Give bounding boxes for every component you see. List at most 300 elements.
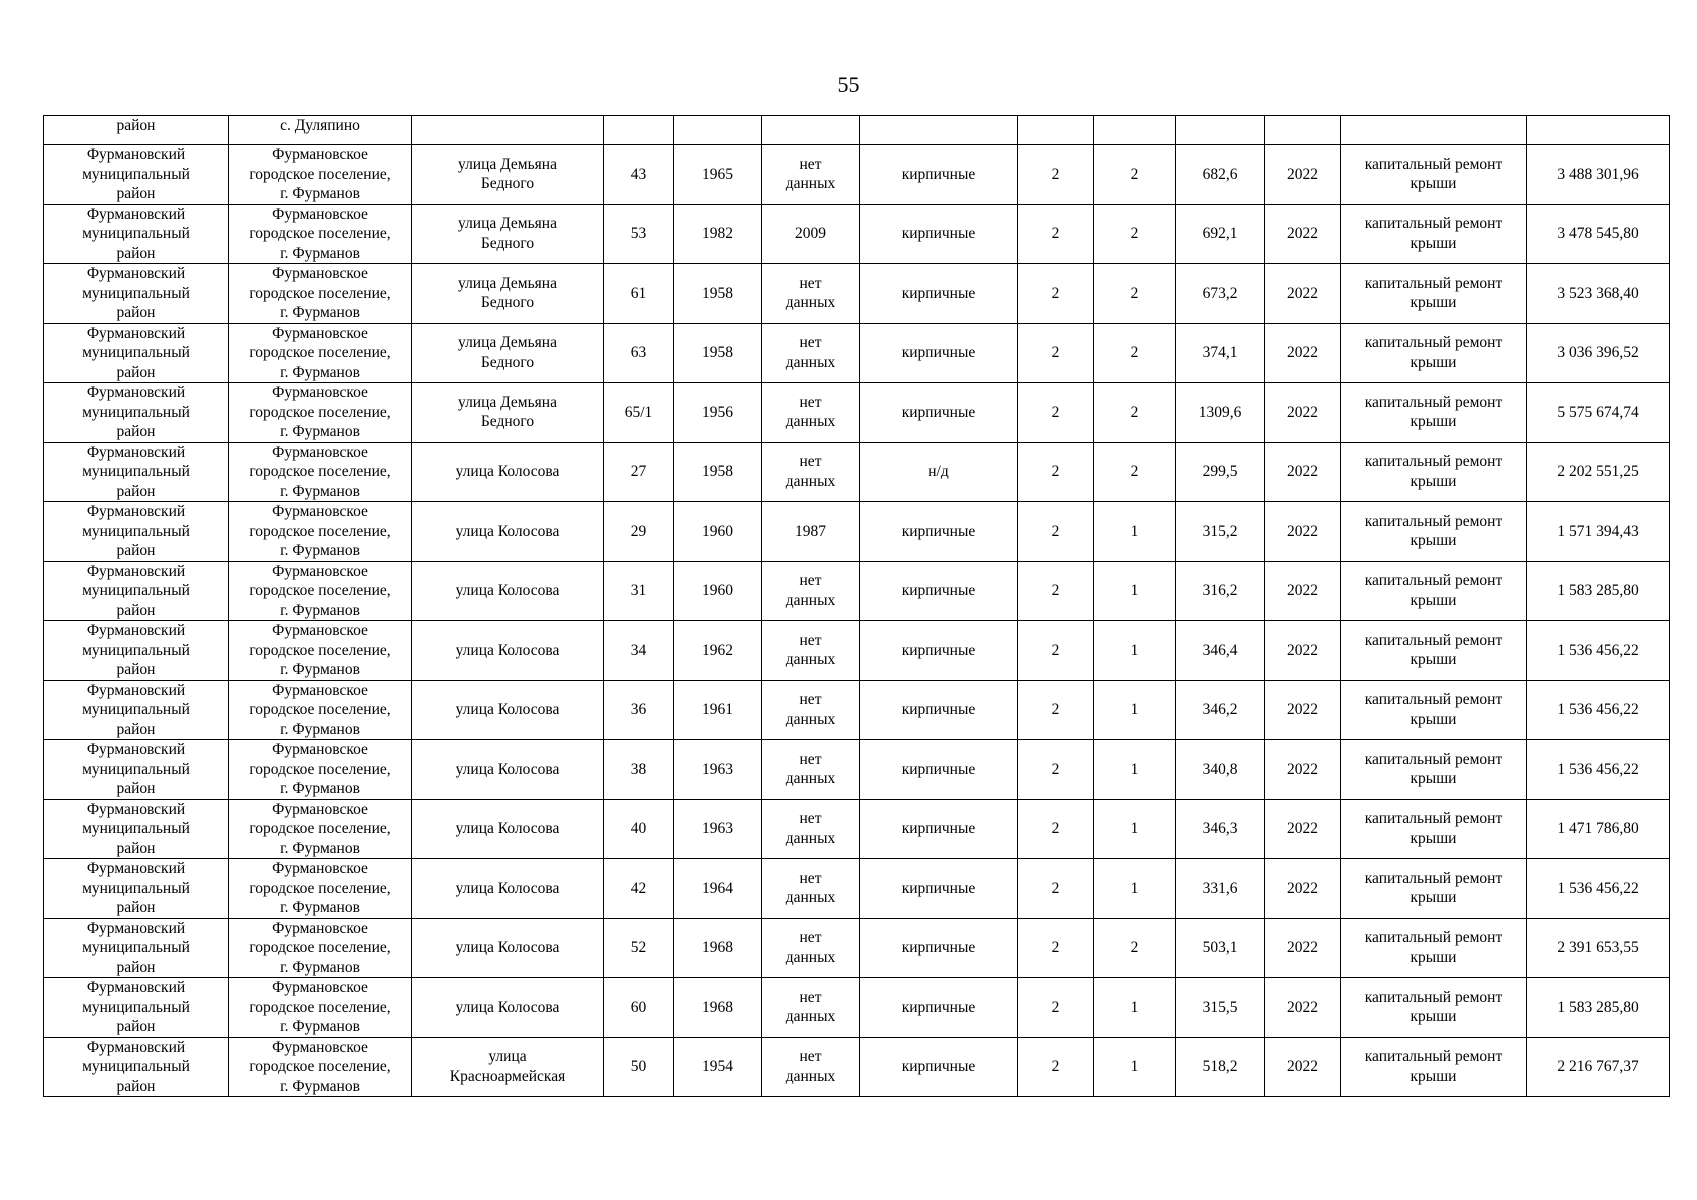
settlement-cell-line: Фурмановское xyxy=(272,681,368,699)
table-row xyxy=(44,561,1670,621)
district-cell-line: муниципальный xyxy=(82,820,190,837)
district-cell-line: муниципальный xyxy=(82,879,190,897)
plan-year-cell: 2022 xyxy=(1265,680,1341,740)
settlement-cell-line: Фурмановское xyxy=(272,741,368,758)
settlement-cell-line: Фурмановское xyxy=(272,146,368,163)
area-cell: 346,3 xyxy=(1176,799,1265,859)
last-overhaul-cell-line: данных xyxy=(785,1067,836,1085)
district-cell xyxy=(44,1037,229,1097)
settlement-cell-line: г. Фурманов xyxy=(280,899,360,916)
settlement-cell-line: г. Фурманов xyxy=(280,720,360,738)
floors-cell: 2 xyxy=(1018,502,1094,562)
last-overhaul-cell xyxy=(762,859,860,919)
table-row xyxy=(44,145,1670,205)
street-cell xyxy=(412,561,604,621)
table-row xyxy=(44,264,1670,324)
plan-year-cell: 2022 xyxy=(1265,264,1341,324)
last-overhaul-cell xyxy=(762,442,860,502)
table-row xyxy=(44,799,1670,859)
housing-repair-table xyxy=(43,115,1670,1097)
settlement-cell-line: городское поселение, xyxy=(249,225,391,242)
work-type-cell xyxy=(1341,740,1527,800)
cost-cell: 1 583 285,80 xyxy=(1527,561,1670,621)
house-number-cell: 42 xyxy=(604,859,674,919)
work-type-cell-line: крыши xyxy=(1410,413,1457,431)
work-type-cell xyxy=(1341,561,1527,621)
district-cell-line: муниципальный xyxy=(82,760,190,778)
work-type-cell-line: капитальный ремонт xyxy=(1364,215,1503,233)
wall-material-cell: кирпичные xyxy=(860,799,1018,859)
work-type-cell-line: крыши xyxy=(1410,472,1457,490)
floors-cell: 2 xyxy=(1018,264,1094,324)
settlement-cell xyxy=(229,264,412,324)
work-type-cell xyxy=(1341,799,1527,859)
work-type-cell-line: капитальный ремонт xyxy=(1364,929,1503,947)
cost-cell: 2 391 653,55 xyxy=(1527,918,1670,978)
entrances-cell: 2 xyxy=(1094,918,1176,978)
cost-cell: 3 523 368,40 xyxy=(1527,264,1670,324)
last-overhaul-cell-line: нет xyxy=(799,631,822,649)
settlement-cell-line: Фурмановское xyxy=(272,1038,368,1056)
work-type-cell-line: капитальный ремонт xyxy=(1364,869,1503,887)
street-cell xyxy=(412,383,604,443)
district-cell-line: Фурмановский xyxy=(86,443,186,461)
floors-cell: 2 xyxy=(1018,145,1094,205)
plan-year-cell: 2022 xyxy=(1265,1037,1341,1097)
empty-cell xyxy=(1094,116,1176,145)
district-cell-line: муниципальный xyxy=(82,225,190,242)
empty-cell xyxy=(1176,116,1265,145)
settlement-cell-line: Фурмановское xyxy=(272,443,368,461)
wall-material-cell: кирпичные xyxy=(860,502,1018,562)
plan-year-cell: 2022 xyxy=(1265,323,1341,383)
street-cell xyxy=(412,502,604,562)
district-cell xyxy=(44,204,229,264)
entrances-cell: 1 xyxy=(1094,1037,1176,1097)
district-cell xyxy=(44,621,229,681)
empty-cell xyxy=(1527,116,1670,145)
settlement-cell-line: Фурмановское xyxy=(272,562,368,580)
settlement-cell-line: г. Фурманов xyxy=(280,185,360,202)
area-cell: 315,5 xyxy=(1176,978,1265,1038)
district-cell xyxy=(44,918,229,978)
street-cell-line: улица Колосова xyxy=(455,641,560,659)
street-cell-line: Бедного xyxy=(480,175,535,193)
wall-material-cell: кирпичные xyxy=(860,561,1018,621)
work-type-cell-line: капитальный ремонт xyxy=(1364,810,1503,828)
work-type-cell xyxy=(1341,383,1527,443)
wall-material-cell: кирпичные xyxy=(860,859,1018,919)
settlement-cell xyxy=(229,383,412,443)
table-row xyxy=(44,1037,1670,1097)
plan-year-cell: 2022 xyxy=(1265,383,1341,443)
street-cell xyxy=(412,680,604,740)
district-cell-line: муниципальный xyxy=(82,463,190,480)
street-cell-line: Бедного xyxy=(480,234,535,252)
settlement-cell-line: городское поселение, xyxy=(249,998,391,1016)
settlement-cell-line: г. Фурманов xyxy=(280,839,360,857)
district-cell xyxy=(44,680,229,740)
district-cell xyxy=(44,502,229,562)
entrances-cell: 2 xyxy=(1094,264,1176,324)
settlement-cell-line: г. Фурманов xyxy=(280,244,360,262)
area-cell: 682,6 xyxy=(1176,145,1265,205)
settlement-cell-line: г. Фурманов xyxy=(280,661,360,678)
house-number-cell: 43 xyxy=(604,145,674,205)
table-row xyxy=(44,859,1670,919)
work-type-cell-line: крыши xyxy=(1410,353,1457,371)
street-cell-line: улица Колосова xyxy=(455,463,560,480)
work-type-cell-line: крыши xyxy=(1410,532,1457,550)
floors-cell: 2 xyxy=(1018,918,1094,978)
plan-year-cell: 2022 xyxy=(1265,621,1341,681)
work-type-cell-line: крыши xyxy=(1410,1067,1457,1085)
build-year-cell: 1960 xyxy=(674,502,762,562)
district-cell-line: муниципальный xyxy=(82,939,190,956)
work-type-cell-line: капитальный ремонт xyxy=(1364,988,1503,1006)
cost-cell: 1 536 456,22 xyxy=(1527,859,1670,919)
work-type-cell xyxy=(1341,1037,1527,1097)
entrances-cell: 1 xyxy=(1094,859,1176,919)
district-cell-line: район xyxy=(116,601,156,619)
wall-material-cell: кирпичные xyxy=(860,264,1018,324)
last-overhaul-cell-line: нет xyxy=(799,929,822,947)
build-year-cell: 1963 xyxy=(674,799,762,859)
area-cell: 346,4 xyxy=(1176,621,1265,681)
house-number-cell: 50 xyxy=(604,1037,674,1097)
last-overhaul-cell xyxy=(762,264,860,324)
plan-year-cell: 2022 xyxy=(1265,145,1341,205)
plan-year-cell: 2022 xyxy=(1265,978,1341,1038)
area-cell: 1309,6 xyxy=(1176,383,1265,443)
last-overhaul-cell xyxy=(762,323,860,383)
settlement-cell xyxy=(229,145,412,205)
settlement-cell xyxy=(229,978,412,1038)
wall-material-cell: кирпичные xyxy=(860,918,1018,978)
district-cell xyxy=(44,740,229,800)
floors-cell: 2 xyxy=(1018,204,1094,264)
district-cell-line: район xyxy=(116,304,156,321)
work-type-cell xyxy=(1341,680,1527,740)
cost-cell: 3 036 396,52 xyxy=(1527,323,1670,383)
work-type-cell-line: крыши xyxy=(1410,175,1457,193)
district-cell-line: Фурмановский xyxy=(86,562,186,580)
house-number-cell: 63 xyxy=(604,323,674,383)
last-overhaul-cell-line: нет xyxy=(799,988,822,1006)
last-overhaul-cell-line: 1987 xyxy=(795,522,826,540)
cost-cell: 2 202 551,25 xyxy=(1527,442,1670,502)
last-overhaul-cell-line: нет xyxy=(799,750,822,768)
house-number-cell: 27 xyxy=(604,442,674,502)
last-overhaul-cell xyxy=(762,621,860,681)
last-overhaul-cell-line: нет xyxy=(799,691,822,709)
settlement-cell-line: городское поселение, xyxy=(249,939,391,956)
settlement-cell-line: Фурмановское xyxy=(272,979,368,996)
wall-material-cell: кирпичные xyxy=(860,323,1018,383)
house-number-cell: 34 xyxy=(604,621,674,681)
settlement-cell-line: г. Фурманов xyxy=(280,423,360,440)
work-type-cell-line: крыши xyxy=(1410,770,1457,788)
floors-cell: 2 xyxy=(1018,859,1094,919)
floors-cell: 2 xyxy=(1018,442,1094,502)
work-type-cell-line: капитальный ремонт xyxy=(1364,393,1503,411)
empty-cell xyxy=(604,116,674,145)
settlement-cell xyxy=(229,204,412,264)
street-cell-line: улица Колосова xyxy=(455,879,560,897)
district-cell: район xyxy=(44,116,229,145)
area-cell: 346,2 xyxy=(1176,680,1265,740)
entrances-cell: 2 xyxy=(1094,145,1176,205)
last-overhaul-cell xyxy=(762,204,860,264)
work-type-cell-line: крыши xyxy=(1410,234,1457,252)
last-overhaul-cell xyxy=(762,145,860,205)
last-overhaul-cell-line: данных xyxy=(785,770,836,788)
district-cell-line: Фурмановский xyxy=(86,622,186,639)
table-row xyxy=(44,978,1670,1038)
district-cell xyxy=(44,799,229,859)
district-cell-line: муниципальный xyxy=(82,582,190,599)
floors-cell: 2 xyxy=(1018,561,1094,621)
plan-year-cell: 2022 xyxy=(1265,859,1341,919)
plan-year-cell: 2022 xyxy=(1265,442,1341,502)
settlement-cell xyxy=(229,621,412,681)
settlement-cell-line: городское поселение, xyxy=(249,403,391,421)
settlement-cell-line: Фурмановское xyxy=(272,800,368,818)
area-cell: 503,1 xyxy=(1176,918,1265,978)
last-overhaul-cell-line: данных xyxy=(785,1008,836,1026)
entrances-cell: 1 xyxy=(1094,502,1176,562)
district-cell xyxy=(44,561,229,621)
settlement-cell: с. Дуляпино xyxy=(229,116,412,145)
work-type-cell xyxy=(1341,264,1527,324)
empty-cell xyxy=(1265,116,1341,145)
build-year-cell: 1968 xyxy=(674,978,762,1038)
table-row xyxy=(44,204,1670,264)
street-cell-line: улица Колосова xyxy=(455,522,560,540)
street-cell-line: улица Колосова xyxy=(455,998,560,1016)
work-type-cell xyxy=(1341,204,1527,264)
settlement-cell-line: Фурмановское xyxy=(272,384,368,401)
street-cell xyxy=(412,145,604,205)
settlement-cell-line: городское поселение, xyxy=(249,344,391,361)
district-cell-line: Фурмановский xyxy=(86,919,186,937)
table-row xyxy=(44,116,1670,145)
floors-cell: 2 xyxy=(1018,680,1094,740)
build-year-cell: 1982 xyxy=(674,204,762,264)
plan-year-cell: 2022 xyxy=(1265,502,1341,562)
table-row xyxy=(44,442,1670,502)
wall-material-cell: кирпичные xyxy=(860,383,1018,443)
work-type-cell-line: крыши xyxy=(1410,1008,1457,1026)
work-type-cell-line: крыши xyxy=(1410,294,1457,312)
floors-cell: 2 xyxy=(1018,799,1094,859)
district-cell-line: район xyxy=(116,780,156,797)
district-cell-line: район xyxy=(116,244,156,262)
cost-cell: 1 536 456,22 xyxy=(1527,621,1670,681)
street-cell xyxy=(412,1037,604,1097)
plan-year-cell: 2022 xyxy=(1265,204,1341,264)
last-overhaul-cell-line: 2009 xyxy=(795,225,826,242)
cost-cell: 1 583 285,80 xyxy=(1527,978,1670,1038)
build-year-cell: 1963 xyxy=(674,740,762,800)
settlement-cell xyxy=(229,859,412,919)
last-overhaul-cell xyxy=(762,1037,860,1097)
work-type-cell-line: крыши xyxy=(1410,829,1457,847)
empty-cell xyxy=(762,116,860,145)
settlement-cell-line: Фурмановское xyxy=(272,860,368,877)
work-type-cell-line: капитальный ремонт xyxy=(1364,453,1503,471)
street-cell xyxy=(412,740,604,800)
build-year-cell: 1964 xyxy=(674,859,762,919)
district-cell-line: Фурмановский xyxy=(86,503,186,520)
settlement-cell xyxy=(229,442,412,502)
street-cell-line: Бедного xyxy=(480,294,535,312)
settlement-cell-line: г. Фурманов xyxy=(280,601,360,619)
street-cell-line: улица Демьяна xyxy=(458,274,557,292)
area-cell: 331,6 xyxy=(1176,859,1265,919)
house-number-cell: 36 xyxy=(604,680,674,740)
floors-cell: 2 xyxy=(1018,323,1094,383)
build-year-cell: 1954 xyxy=(674,1037,762,1097)
house-number-cell: 29 xyxy=(604,502,674,562)
plan-year-cell: 2022 xyxy=(1265,561,1341,621)
last-overhaul-cell-line: данных xyxy=(785,948,836,966)
wall-material-cell: кирпичные xyxy=(860,1037,1018,1097)
settlement-cell-line: г. Фурманов xyxy=(280,1077,360,1095)
cost-cell: 3 488 301,96 xyxy=(1527,145,1670,205)
last-overhaul-cell-line: данных xyxy=(785,889,836,907)
street-cell-line: улица xyxy=(488,1048,527,1066)
empty-cell xyxy=(860,116,1018,145)
street-cell xyxy=(412,442,604,502)
floors-cell: 2 xyxy=(1018,1037,1094,1097)
work-type-cell-line: крыши xyxy=(1410,651,1457,669)
floors-cell: 2 xyxy=(1018,621,1094,681)
settlement-cell xyxy=(229,561,412,621)
area-cell: 316,2 xyxy=(1176,561,1265,621)
settlement-cell-line: г. Фурманов xyxy=(280,958,360,976)
district-cell-line: муниципальный xyxy=(82,998,190,1016)
district-cell-line: Фурмановский xyxy=(86,860,186,877)
last-overhaul-cell-line: данных xyxy=(785,413,836,431)
district-cell-line: район xyxy=(116,661,156,678)
district-cell-line: Фурмановский xyxy=(86,205,186,223)
area-cell: 673,2 xyxy=(1176,264,1265,324)
table-row xyxy=(44,502,1670,562)
floors-cell: 2 xyxy=(1018,978,1094,1038)
entrances-cell: 1 xyxy=(1094,978,1176,1038)
wall-material-cell: кирпичные xyxy=(860,204,1018,264)
work-type-cell-line: капитальный ремонт xyxy=(1364,572,1503,590)
cost-cell: 5 575 674,74 xyxy=(1527,383,1670,443)
wall-material-cell: кирпичные xyxy=(860,621,1018,681)
district-cell-line: район xyxy=(116,1018,156,1035)
work-type-cell-line: капитальный ремонт xyxy=(1364,691,1503,709)
street-cell-line: улица Колосова xyxy=(455,939,560,956)
district-cell-line: Фурмановский xyxy=(86,1038,186,1056)
last-overhaul-cell xyxy=(762,502,860,562)
last-overhaul-cell-line: нет xyxy=(799,1048,822,1066)
wall-material-cell: кирпичные xyxy=(860,740,1018,800)
work-type-cell-line: крыши xyxy=(1410,948,1457,966)
empty-cell xyxy=(1018,116,1094,145)
district-cell-line: Фурмановский xyxy=(86,979,186,996)
settlement-cell-line: г. Фурманов xyxy=(280,1018,360,1035)
area-cell: 518,2 xyxy=(1176,1037,1265,1097)
street-cell-line: Бедного xyxy=(480,353,535,371)
settlement-cell-line: Фурмановское xyxy=(272,265,368,282)
cost-cell: 2 216 767,37 xyxy=(1527,1037,1670,1097)
district-cell-line: муниципальный xyxy=(82,522,190,540)
work-type-cell xyxy=(1341,918,1527,978)
settlement-cell-line: городское поселение, xyxy=(249,522,391,540)
area-cell: 692,1 xyxy=(1176,204,1265,264)
build-year-cell: 1961 xyxy=(674,680,762,740)
work-type-cell xyxy=(1341,978,1527,1038)
area-cell: 315,2 xyxy=(1176,502,1265,562)
settlement-cell xyxy=(229,799,412,859)
district-cell xyxy=(44,859,229,919)
build-year-cell: 1960 xyxy=(674,561,762,621)
district-cell-line: Фурмановский xyxy=(86,384,186,401)
empty-cell xyxy=(1341,116,1527,145)
last-overhaul-cell-line: нет xyxy=(799,572,822,590)
settlement-cell xyxy=(229,323,412,383)
work-type-cell-line: капитальный ремонт xyxy=(1364,750,1503,768)
street-cell xyxy=(412,264,604,324)
street-cell-line: улица Колосова xyxy=(455,582,560,599)
entrances-cell: 2 xyxy=(1094,442,1176,502)
work-type-cell xyxy=(1341,323,1527,383)
last-overhaul-cell-line: данных xyxy=(785,294,836,312)
plan-year-cell: 2022 xyxy=(1265,799,1341,859)
settlement-cell-line: г. Фурманов xyxy=(280,482,360,500)
street-cell xyxy=(412,799,604,859)
street-cell-line: улица Демьяна xyxy=(458,393,557,411)
build-year-cell: 1958 xyxy=(674,323,762,383)
work-type-cell-line: капитальный ремонт xyxy=(1364,334,1503,352)
district-cell-line: Фурмановский xyxy=(86,741,186,758)
floors-cell: 2 xyxy=(1018,383,1094,443)
entrances-cell: 2 xyxy=(1094,204,1176,264)
last-overhaul-cell-line: нет xyxy=(799,453,822,471)
last-overhaul-cell-line: нет xyxy=(799,810,822,828)
street-cell-line: улица Демьяна xyxy=(458,215,557,233)
district-cell-line: Фурмановский xyxy=(86,146,186,163)
settlement-cell-line: городское поселение, xyxy=(249,582,391,599)
house-number-cell: 61 xyxy=(604,264,674,324)
settlement-cell-line: городское поселение, xyxy=(249,820,391,837)
empty-cell xyxy=(674,116,762,145)
street-cell xyxy=(412,323,604,383)
street-cell-line: улица Колосова xyxy=(455,760,560,778)
entrances-cell: 1 xyxy=(1094,740,1176,800)
entrances-cell: 1 xyxy=(1094,799,1176,859)
settlement-cell xyxy=(229,1037,412,1097)
district-cell-line: район xyxy=(116,423,156,440)
area-cell: 374,1 xyxy=(1176,323,1265,383)
house-number-cell: 53 xyxy=(604,204,674,264)
district-cell-line: район xyxy=(116,363,156,381)
district-cell xyxy=(44,383,229,443)
street-cell xyxy=(412,918,604,978)
work-type-cell-line: капитальный ремонт xyxy=(1364,1048,1503,1066)
settlement-cell xyxy=(229,740,412,800)
table-row xyxy=(44,740,1670,800)
house-number-cell: 52 xyxy=(604,918,674,978)
area-cell: 340,8 xyxy=(1176,740,1265,800)
district-cell-line: район xyxy=(116,958,156,976)
